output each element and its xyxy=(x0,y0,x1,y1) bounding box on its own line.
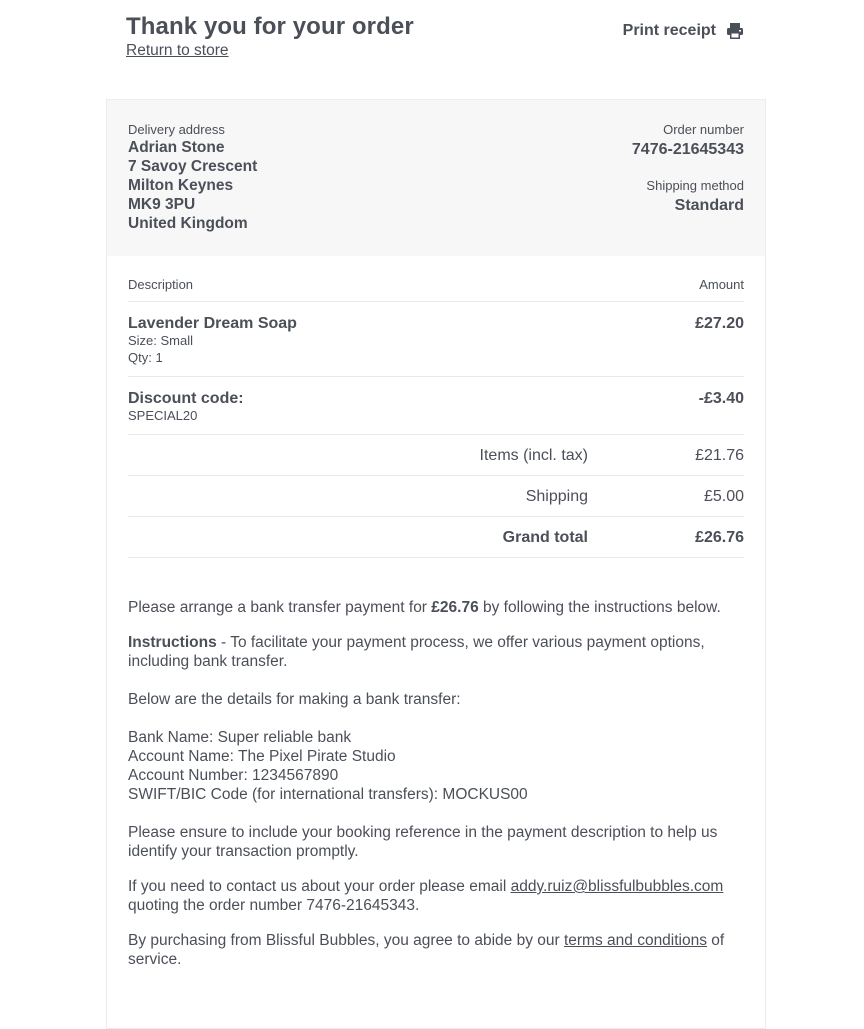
bank-name: Bank Name: Super reliable bank xyxy=(128,729,352,746)
reference-note: Please ensure to include your booking reference in the payment description to help us identify your transaction promptly. xyxy=(128,824,718,860)
account-name: Account Name: The Pixel Pirate Studio xyxy=(128,748,396,765)
delivery-address xyxy=(128,122,257,233)
item-name: Lavender Dream Soap xyxy=(128,315,297,332)
description-header: Description xyxy=(128,277,194,292)
contact-pre: If you need to contact us about your order please email xyxy=(128,878,511,895)
arrange-amount: £26.76 xyxy=(431,599,479,616)
arrange-payment-text xyxy=(128,598,748,617)
arrange-pre: Please arrange a bank transfer payment for xyxy=(128,599,432,616)
order-number: 7476-21645343 xyxy=(631,141,744,158)
printer-icon xyxy=(726,22,744,40)
address-line: United Kingdom xyxy=(128,215,248,232)
shipping-method-label: Shipping method xyxy=(646,178,744,193)
table-row xyxy=(128,302,744,377)
items-total-row xyxy=(128,435,744,476)
items-total-value: £21.76 xyxy=(695,447,744,464)
item-size: Size: Small xyxy=(128,333,194,348)
address-line: MK9 3PU xyxy=(128,196,196,213)
terms-text xyxy=(128,931,748,969)
item-qty: Qty: 1 xyxy=(128,350,163,365)
order-items-table xyxy=(107,256,765,558)
payment-instructions xyxy=(128,598,748,969)
instructions-text xyxy=(128,633,748,671)
discount-amount: -£3.40 xyxy=(698,390,744,407)
print-receipt-button[interactable] xyxy=(623,20,744,42)
order-info xyxy=(632,122,744,216)
shipping-method: Standard xyxy=(674,197,744,214)
instructions-label: Instructions xyxy=(128,634,217,651)
shipping-total-row xyxy=(128,476,744,517)
order-number-label: Order number xyxy=(663,122,744,137)
contact-email-link[interactable]: addy.ruiz@blissfulbubbles.com xyxy=(510,878,724,895)
swift-code: SWIFT/BIC Code (for international transfers): MOCKUS00 xyxy=(128,786,528,803)
address-section xyxy=(107,100,765,256)
page-header xyxy=(126,12,744,72)
items-total-label: Items (incl. tax) xyxy=(479,447,588,464)
terms-link[interactable]: terms and conditions xyxy=(563,932,707,949)
amount-header: Amount xyxy=(699,277,744,292)
page-title: Thank you for your order xyxy=(126,13,414,40)
discount-label: Discount code: xyxy=(128,390,244,407)
discount-row xyxy=(128,377,744,435)
shipping-total-value: £5.00 xyxy=(703,488,744,505)
receipt-card xyxy=(106,99,766,1029)
table-header xyxy=(128,256,744,302)
account-number: Account Number: 1234567890 xyxy=(128,767,339,784)
print-receipt-label: Print receipt xyxy=(622,22,716,39)
shipping-total-label: Shipping xyxy=(525,488,588,505)
grand-total-label: Grand total xyxy=(502,529,588,546)
contact-post: quoting the order number 7476-21645343. xyxy=(128,897,420,914)
instructions-body: - To facilitate your payment process, we offer various payment options, including bank transfer. xyxy=(128,634,705,670)
grand-total-value: £26.76 xyxy=(695,529,744,546)
terms-post: of service. xyxy=(128,932,725,968)
address-line: 7 Savoy Crescent xyxy=(128,158,258,175)
details-intro: Below are the details for making a bank transfer: xyxy=(128,691,461,708)
address-line: Adrian Stone xyxy=(128,139,225,156)
grand-total-row xyxy=(128,517,744,558)
arrange-post: by following the instructions below. xyxy=(478,599,721,616)
delivery-address-label: Delivery address xyxy=(128,122,225,137)
return-to-store-link[interactable]: Return to store xyxy=(126,42,229,59)
discount-code: SPECIAL20 xyxy=(128,408,198,423)
item-amount: £27.20 xyxy=(695,315,744,332)
address-line: Milton Keynes xyxy=(128,177,234,194)
contact-text xyxy=(128,877,748,915)
terms-pre: By purchasing from Blissful Bubbles, you agree to abide by our xyxy=(128,932,564,949)
